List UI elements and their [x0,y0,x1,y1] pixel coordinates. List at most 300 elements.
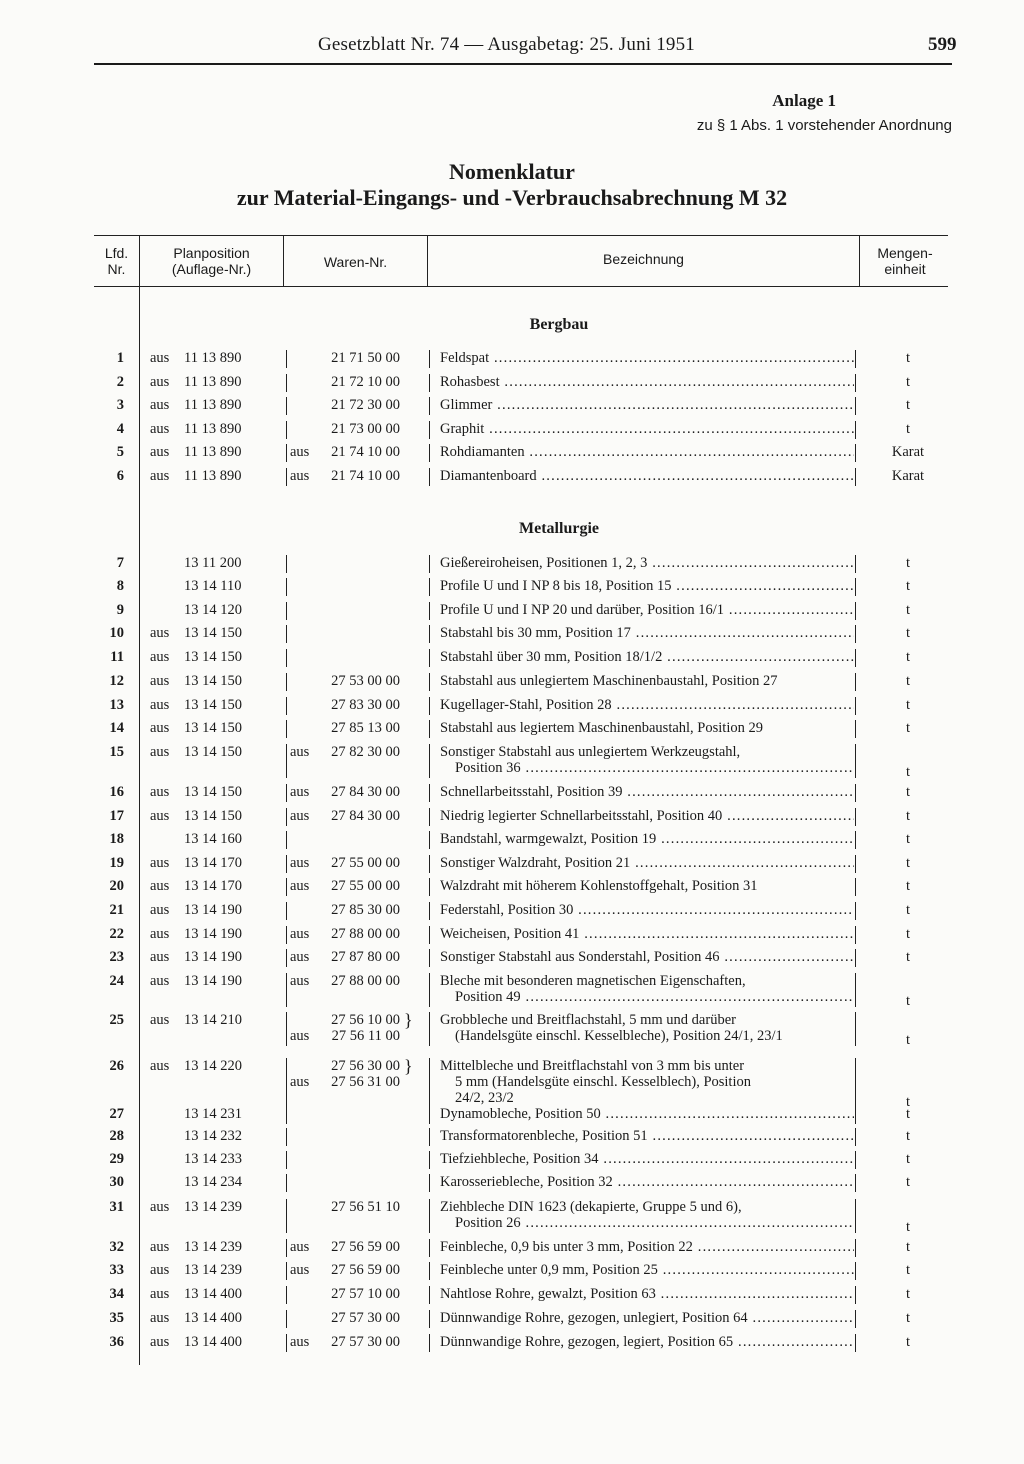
waren-nr-prefix: aus [290,973,310,989]
cell-divider [855,1012,856,1046]
cell-divider [855,720,856,738]
mengeneinheit-cell: t [905,649,911,665]
column-header-planposition-line: Planposition [173,245,250,261]
row-number: 19 [109,855,124,871]
planposition-code: 13 14 150 [184,784,242,800]
bezeichnung-line: Tiefziehbleche, Position 34 ..... [440,1151,854,1167]
table-row [0,808,1024,824]
cell-divider [429,744,430,778]
table-row [0,468,1024,484]
table-row [0,555,1024,571]
cell-divider [286,673,287,691]
planposition-code: 13 14 231 [184,1106,242,1122]
row-number: 16 [109,784,124,800]
table-row [0,649,1024,665]
planposition-prefix: aus [150,1286,170,1302]
planposition-cell [150,625,246,641]
cell-divider [855,444,856,462]
row-number: 12 [109,673,124,689]
bezeichnung-line: Nahtlose Rohre, gewalzt, Position 63 ..... [440,1286,854,1302]
waren-nr-cell [290,808,400,824]
planposition-code: 13 14 150 [184,649,242,665]
planposition-cell [150,926,246,942]
table-row [0,1239,1024,1255]
bezeichnung-cell [440,578,854,594]
bezeichnung-cell [440,1310,854,1326]
cell-divider [855,673,856,691]
planposition-cell [150,808,246,824]
cell-divider [429,902,430,920]
cell-divider [855,902,856,920]
cell-divider [286,1012,287,1046]
cell-divider [286,1286,287,1304]
mengeneinheit-cell: t [905,697,911,713]
bezeichnung-line: Walzdraht mit höherem Kohlenstoffgehalt, Position 31 [440,878,758,894]
planposition-cell [150,1199,246,1215]
waren-nr-code: 27 82 30 00 [331,744,400,760]
cell-divider [855,926,856,944]
cell-divider [429,949,430,967]
waren-nr-code: 21 73 00 00 [331,421,400,437]
row-number: 35 [109,1310,124,1326]
planposition-cell [150,878,246,894]
cell-divider [286,720,287,738]
waren-nr-cell [290,784,400,800]
planposition-cell [150,1262,246,1278]
bezeichnung-cell [440,808,854,824]
cell-divider [855,397,856,415]
bezeichnung-cell [440,673,854,689]
planposition-prefix: aus [150,902,170,918]
cell-divider [286,697,287,715]
bezeichnung-line: Profile U und I NP 8 bis 18, Position 15 ..... [440,578,854,594]
waren-nr-prefix: aus [290,744,310,760]
table-row [0,1056,1024,1110]
planposition-prefix: aus [150,444,170,460]
bezeichnung-line: Diamantenboard ..... [440,468,854,484]
planposition-code: 13 14 150 [184,720,242,736]
table-row [0,374,1024,390]
waren-nr-cell [290,444,400,460]
cell-divider [855,468,856,486]
mengeneinheit-cell: t [905,1310,911,1326]
waren-nr-code: 27 84 30 00 [331,808,400,824]
row-number: 34 [109,1286,124,1302]
cell-divider [429,602,430,620]
waren-nr-prefix: aus [290,468,310,484]
bezeichnung-line: Position 49 ..... [440,989,854,1005]
planposition-cell [150,350,246,366]
planposition-code: 11 13 890 [184,468,242,484]
mengeneinheit-cell: t [905,1128,911,1144]
planposition-code: 13 14 190 [184,973,242,989]
cell-divider [429,1310,430,1328]
bezeichnung-line: 24/2, 23/2 [455,1090,514,1106]
mengeneinheit-cell: t [905,831,911,847]
bezeichnung-line: Feinbleche, 0,9 bis unter 3 mm, Position 22 ..... [440,1239,854,1255]
section-title: Metallurgie [519,520,599,537]
column-header-einheit-line: einheit [884,261,926,277]
column-header-nr-line: Lfd. [104,245,129,261]
waren-nr-cell [290,1262,400,1278]
cell-divider [855,578,856,596]
planposition-cell [150,649,246,665]
cell-divider [286,1174,287,1192]
planposition-code: 13 14 150 [184,673,242,689]
mengeneinheit-cell: t [905,878,911,894]
planposition-code: 13 14 400 [184,1334,242,1350]
mengeneinheit-cell: t [905,1151,911,1167]
waren-nr-code: 27 55 00 00 [331,878,400,894]
table-row [0,1151,1024,1167]
cell-divider [286,397,287,415]
row-number: 33 [109,1262,124,1278]
planposition-cell [150,468,246,484]
bezeichnung-cell [440,444,854,460]
cell-divider [855,1106,856,1124]
cell-divider [855,350,856,368]
planposition-prefix: aus [150,720,170,736]
cell-divider [855,1334,856,1352]
cell-divider [429,808,430,826]
bezeichnung-cell [440,878,854,894]
column-header-einheit [860,245,950,277]
cell-divider [855,1128,856,1146]
mengeneinheit-cell: t [905,1239,911,1255]
planposition-code: 13 14 150 [184,697,242,713]
mengeneinheit-cell: t [905,1286,911,1302]
bezeichnung-line: Feldspat ..... [440,350,854,366]
cell-divider [855,973,856,1007]
bezeichnung-cell [440,744,854,776]
bezeichnung-line: Karosseriebleche, Position 32 ..... [440,1174,854,1190]
mengeneinheit-cell: t [905,625,911,641]
cell-divider [286,1058,287,1108]
cell-divider [286,602,287,620]
cell-divider [286,831,287,849]
cell-divider [286,949,287,967]
cell-divider [286,855,287,873]
mengeneinheit-cell: t [905,374,911,390]
mengeneinheit-cell: t [905,855,911,871]
cell-divider [855,808,856,826]
planposition-cell [150,949,246,965]
mengeneinheit-cell: t [905,1219,911,1235]
row-number: 20 [109,878,124,894]
planposition-prefix: aus [150,1058,170,1074]
table-row [0,1128,1024,1144]
column-header-planposition-line: (Auflage-Nr.) [171,261,252,277]
planposition-code: 13 14 190 [184,926,242,942]
cell-divider [286,1151,287,1169]
planposition-code: 13 14 400 [184,1310,242,1326]
planposition-code: 13 14 239 [184,1239,242,1255]
cell-divider [286,1262,287,1280]
cell-divider [429,1239,430,1257]
table-row [0,1106,1024,1122]
planposition-code: 11 13 890 [184,444,242,460]
bezeichnung-line: Sonstiger Stabstahl aus unlegiertem Werkzeugstahl, [440,744,741,760]
row-number: 6 [116,468,124,484]
planposition-cell [150,397,246,413]
row-number: 4 [116,421,124,437]
waren-nr-code: 27 83 30 00 [331,697,400,713]
cell-divider [429,1174,430,1192]
planposition-prefix: aus [150,784,170,800]
cell-divider [429,578,430,596]
cell-divider [286,744,287,778]
cell-divider [855,744,856,778]
cell-divider [429,1262,430,1280]
document-title: Nomenklatur [449,159,575,184]
table-row [0,831,1024,847]
planposition-code: 13 14 239 [184,1199,242,1215]
row-number: 17 [109,808,124,824]
cell-divider [429,1106,430,1124]
planposition-code: 13 14 120 [184,602,242,618]
bezeichnung-line: Niedrig legierter Schnellarbeitsstahl, Position 40 ..... [440,808,854,824]
row-number: 25 [109,1012,124,1028]
waren-nr-code: 27 85 30 00 [331,902,400,918]
cell-divider [286,421,287,439]
bezeichnung-line: Transformatorenbleche, Position 51 ..... [440,1128,854,1144]
column-header-nr-line: Nr. [107,261,126,277]
bezeichnung-line: Stabstahl aus legiertem Maschinenbaustahl, Position 29 [440,720,763,736]
table-row [0,1310,1024,1326]
bezeichnung-cell [440,649,854,665]
mengeneinheit-cell: Karat [891,468,925,484]
row-number: 18 [109,831,124,847]
planposition-code: 13 14 110 [184,578,242,594]
cell-divider [429,973,430,1007]
mengeneinheit-cell: t [905,421,911,437]
cell-divider [286,1106,287,1124]
waren-nr-prefix: aus [290,444,310,460]
bezeichnung-cell [440,1128,854,1144]
planposition-cell [150,744,246,760]
table-row [0,1174,1024,1190]
waren-nr-code: 27 56 10 00 [331,1012,400,1028]
planposition-cell [150,444,246,460]
cell-divider [855,421,856,439]
cell-divider [855,625,856,643]
mengeneinheit-cell: t [905,1094,911,1110]
table-row [0,926,1024,942]
mengeneinheit-cell: t [905,1262,911,1278]
mengeneinheit-cell: t [905,784,911,800]
row-number: 13 [109,697,124,713]
section-title: Bergbau [529,316,589,333]
row-number: 9 [116,602,124,618]
waren-nr-cell [290,949,400,965]
row-number: 2 [116,374,124,390]
table-row [0,350,1024,366]
planposition-code: 11 13 890 [184,397,242,413]
cell-divider [429,1012,430,1046]
bezeichnung-cell [440,1286,854,1302]
bezeichnung-line: Dünnwandige Rohre, gezogen, unlegiert, Position 64 ..... [440,1310,854,1326]
planposition-prefix: aus [150,697,170,713]
bezeichnung-line: Federstahl, Position 30 ..... [440,902,854,918]
cell-divider [855,602,856,620]
waren-nr-prefix: aus [290,1028,310,1044]
cell-divider [286,1199,287,1233]
bezeichnung-cell [440,949,854,965]
cell-divider [429,784,430,802]
cell-divider [855,1174,856,1192]
waren-nr-prefix: aus [290,1239,310,1255]
cell-divider [855,649,856,667]
planposition-code: 11 13 890 [184,374,242,390]
cell-divider [286,468,287,486]
waren-nr-code: 27 56 59 00 [331,1262,400,1278]
planposition-prefix: aus [150,468,170,484]
waren-nr-code: 27 85 13 00 [331,720,400,736]
cell-divider [429,468,430,486]
cell-divider [286,808,287,826]
bezeichnung-line: Stabstahl aus unlegiertem Maschinenbaustahl, Position 27 [440,673,778,689]
table-top-rule [94,235,948,236]
mengeneinheit-cell: t [905,673,911,689]
mengeneinheit-cell: t [905,902,911,918]
cell-divider [429,649,430,667]
planposition-code: 13 14 239 [184,1262,242,1278]
bezeichnung-cell [440,468,854,484]
bezeichnung-cell [440,1262,854,1278]
cell-divider [855,1058,856,1108]
waren-nr-code: 27 57 30 00 [331,1310,400,1326]
waren-nr-code: 27 55 00 00 [331,855,400,871]
planposition-code: 13 14 150 [184,808,242,824]
bezeichnung-cell [440,1151,854,1167]
planposition-cell [150,973,246,989]
cell-divider [855,784,856,802]
bezeichnung-cell [440,555,854,571]
cell-divider [286,784,287,802]
cell-divider [429,831,430,849]
planposition-cell [150,1310,246,1326]
cell-divider [855,1151,856,1169]
bezeichnung-cell [440,374,854,390]
mengeneinheit-cell: Karat [891,444,925,460]
waren-nr-prefix: aus [290,1334,310,1350]
planposition-code: 13 14 233 [184,1151,242,1167]
waren-nr-cell [290,855,400,871]
cell-divider [429,625,430,643]
row-number: 10 [109,625,124,641]
column-header-waren-nr: Waren-Nr. [323,254,388,270]
document-subtitle: zur Material-Eingangs- und -Verbrauchsabrechnung M 32 [236,185,788,210]
planposition-prefix: aus [150,926,170,942]
waren-nr-prefix: aus [290,1074,310,1090]
bezeichnung-cell [440,720,854,736]
waren-nr-code: 27 57 30 00 [331,1334,400,1350]
planposition-code: 13 14 190 [184,949,242,965]
cell-divider [286,926,287,944]
mengeneinheit-cell: t [905,764,911,780]
mengeneinheit-cell: t [905,1334,911,1350]
planposition-cell [150,784,246,800]
column-header-bezeichnung: Bezeichnung [603,251,684,267]
planposition-prefix: aus [150,1012,170,1028]
column-header-einheit-line: Mengen- [877,245,933,261]
planposition-cell [150,1012,246,1028]
annex-title: Anlage 1 [772,91,836,110]
bezeichnung-cell [440,926,854,942]
planposition-cell [150,374,246,390]
row-number: 21 [109,902,124,918]
planposition-code: 13 14 210 [184,1012,242,1028]
planposition-cell [150,1058,246,1074]
page-number: 599 [928,34,957,55]
row-number: 1 [116,350,124,366]
row-number: 30 [109,1174,124,1190]
row-number: 5 [116,444,124,460]
row-number: 11 [110,649,124,665]
cell-divider [855,1310,856,1328]
bezeichnung-cell [440,350,854,366]
cell-divider [429,720,430,738]
waren-nr-cell [290,878,400,894]
waren-nr-code: 27 56 59 00 [331,1239,400,1255]
column-header-planposition [140,245,283,277]
mengeneinheit-cell: t [905,1106,911,1122]
row-number: 36 [109,1334,124,1350]
row-number: 23 [109,949,124,965]
planposition-code: 13 14 170 [184,855,242,871]
cell-divider [286,1239,287,1257]
planposition-cell [150,1239,246,1255]
planposition-cell [150,1286,246,1302]
cell-divider [286,878,287,896]
waren-nr-code: 21 74 10 00 [331,468,400,484]
row-number: 15 [109,744,124,760]
cell-divider [286,973,287,1007]
cell-divider [429,397,430,415]
cell-divider [429,1128,430,1146]
cell-divider [286,625,287,643]
table-row [0,720,1024,736]
table-row [0,578,1024,594]
row-number: 28 [109,1128,124,1144]
bezeichnung-cell [440,784,854,800]
table-row [0,1334,1024,1350]
cell-divider [855,374,856,392]
planposition-prefix: aus [150,878,170,894]
cell-divider [429,878,430,896]
cell-divider [429,350,430,368]
waren-nr-code: 27 88 00 00 [331,973,400,989]
planposition-code: 13 14 234 [184,1174,242,1190]
planposition-code: 13 14 190 [184,902,242,918]
planposition-code: 13 14 150 [184,744,242,760]
bezeichnung-line: Ziehbleche DIN 1623 (dekapierte, Gruppe 5 und 6), [440,1199,742,1215]
bezeichnung-line: Schnellarbeitsstahl, Position 39 ..... [440,784,854,800]
table-row [0,949,1024,965]
cell-divider [429,1334,430,1352]
waren-nr-prefix: aus [290,926,310,942]
waren-nr-cell [290,926,400,942]
waren-nr-cell [290,973,400,989]
row-number: 29 [109,1151,124,1167]
bezeichnung-cell [440,1334,854,1350]
waren-nr-code: 21 72 10 00 [331,374,400,390]
planposition-code: 13 14 150 [184,625,242,641]
cell-divider [286,555,287,573]
table-row [0,1262,1024,1278]
grouping-brace: } [404,1010,413,1030]
bezeichnung-line: Grobbleche und Breitflachstahl, 5 mm und darüber [440,1012,736,1028]
